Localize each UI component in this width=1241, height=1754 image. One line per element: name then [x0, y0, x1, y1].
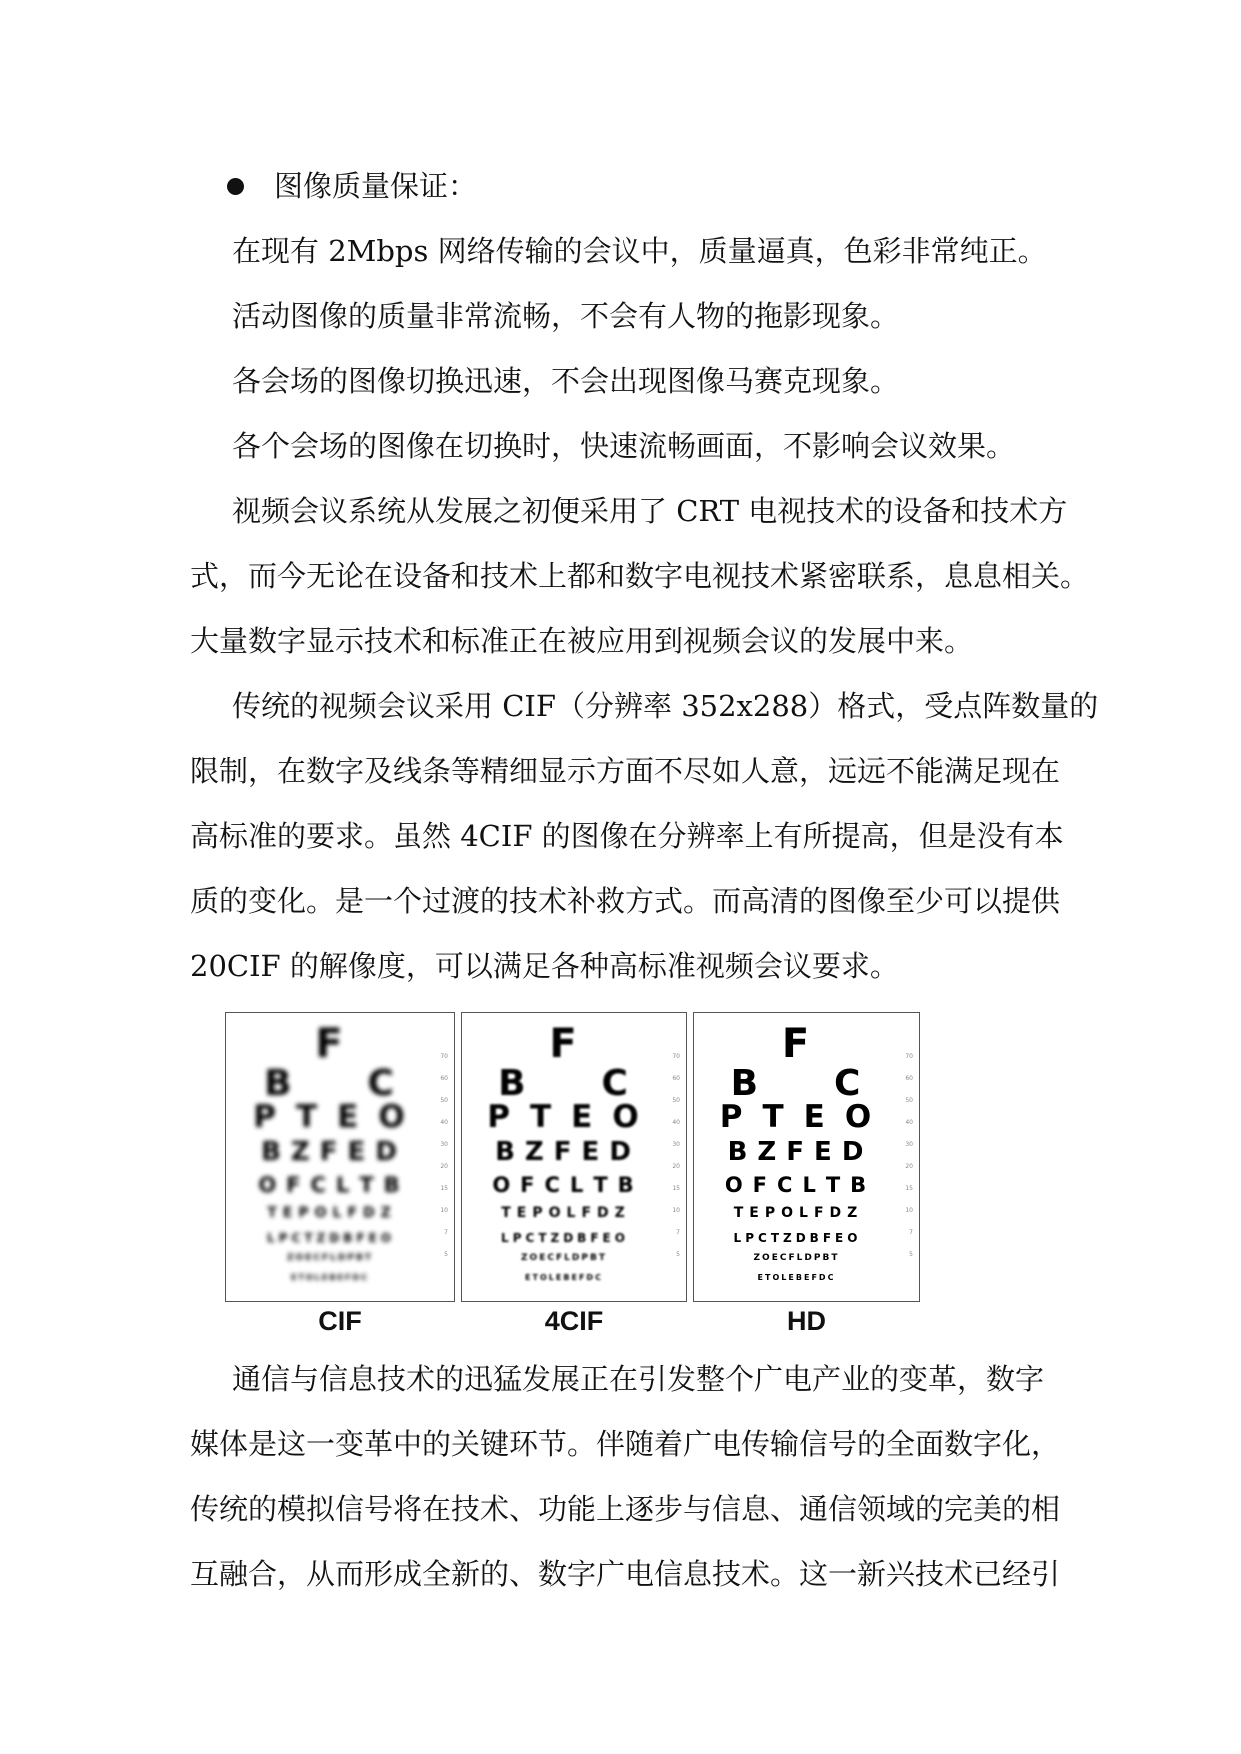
acuity-scale-label: 20 — [440, 1163, 448, 1170]
chart-row — [694, 1205, 919, 1221]
chart-letter: C — [544, 1173, 560, 1197]
chart-letter: P — [487, 1099, 511, 1135]
chart-letter: E — [757, 1273, 764, 1282]
acuity-scale-label: 7 — [676, 1229, 680, 1236]
chart-letter: Z — [380, 1205, 391, 1221]
chart-letter: D — [829, 1205, 842, 1221]
eye-chart-4cif — [461, 1012, 687, 1302]
acuity-scale-label: 5 — [444, 1251, 448, 1258]
text-line: 互融合，从而形成全新的、数字广电信息技术。这一新兴技术已经引 — [190, 1557, 1061, 1591]
chart-letter: E — [291, 1273, 297, 1282]
chart-letter: E — [771, 1253, 778, 1263]
chart-letter: C — [361, 1273, 367, 1282]
chart-row — [226, 1173, 454, 1197]
chart-letter: Z — [753, 1253, 761, 1263]
chart-row — [462, 1205, 686, 1221]
text-line: 质的变化。是一个过渡的技术补救方式。而高清的图像至少可以提供 — [190, 884, 1061, 918]
chart-letter: C — [827, 1273, 834, 1282]
acuity-scale-label: 50 — [905, 1097, 913, 1104]
chart-letter: E — [321, 1273, 328, 1282]
chart-row — [462, 1099, 686, 1135]
chart-letter: C — [547, 1253, 554, 1263]
chart-letter: E — [581, 1137, 600, 1167]
chart-letter: T — [267, 1205, 277, 1221]
chart-row — [226, 1137, 454, 1167]
chart-letter: B — [850, 1173, 867, 1197]
chart-letter: T — [831, 1253, 838, 1263]
text-line: 各个会场的图像在切换时，快速流畅画面，不影响会议效果。 — [232, 429, 1016, 463]
chart-letter: O — [612, 1099, 639, 1135]
chart-letter: F — [315, 1021, 343, 1067]
chart-letter: F — [578, 1273, 585, 1282]
text-line: 式，而今无论在设备和技术上都和数字电视技术紧密联系，息息相关。 — [190, 559, 1090, 593]
chart-letter: E — [305, 1253, 312, 1263]
chart-letter: O — [314, 1205, 327, 1221]
chart-letter: B — [355, 1253, 363, 1263]
chart-letter: F — [555, 1253, 563, 1263]
chart-letter: B — [795, 1273, 802, 1282]
chart-letter: T — [770, 1231, 779, 1245]
chart-letter: E — [525, 1273, 531, 1282]
chart-letter: B — [730, 1063, 759, 1104]
chart-row — [462, 1173, 686, 1197]
chart-letter: F — [356, 1231, 365, 1245]
chart-letter: T — [501, 1205, 511, 1221]
acuity-scale-label: 30 — [672, 1141, 680, 1148]
chart-letter: D — [795, 1231, 806, 1245]
chart-letter: Z — [524, 1137, 544, 1167]
chart-letter: B — [343, 1231, 353, 1245]
chart-letter: E — [555, 1273, 562, 1282]
chart-letter: E — [368, 1231, 377, 1245]
chart-row — [462, 1021, 686, 1067]
eye-chart-hd — [693, 1012, 920, 1302]
chart-letter: D — [375, 1137, 397, 1167]
chart-letter: C — [310, 1173, 326, 1197]
chart-letter: T — [364, 1253, 371, 1263]
chart-letter: E — [347, 1137, 366, 1167]
chart-letter: Z — [847, 1205, 858, 1221]
bullet-heading: 图像质量保证： — [274, 169, 478, 203]
chart-row — [462, 1231, 686, 1245]
chart-letter: F — [286, 1173, 301, 1197]
chart-letter: E — [571, 1099, 593, 1135]
caption-cif: CIF — [318, 1306, 362, 1336]
chart-row — [226, 1231, 454, 1245]
chart-letter: D — [337, 1253, 346, 1263]
chart-letter: Z — [316, 1231, 326, 1245]
acuity-scale-label: 70 — [440, 1053, 448, 1060]
text-line: 20CIF 的解像度，可以满足各种高标准视频会议要求。 — [190, 949, 899, 983]
acuity-scale-label: 5 — [676, 1251, 680, 1258]
chart-letter: P — [532, 1205, 543, 1221]
acuity-scale-label: 50 — [440, 1097, 448, 1104]
chart-row — [462, 1063, 686, 1104]
chart-letter: F — [811, 1273, 817, 1282]
chart-letter: O — [380, 1231, 391, 1245]
bullet-dot-icon — [227, 178, 244, 195]
chart-letter: Z — [550, 1231, 560, 1245]
chart-letter: L — [501, 1231, 509, 1245]
chart-letter: P — [253, 1099, 277, 1135]
chart-letter: T — [530, 1099, 552, 1135]
chart-letter: B — [383, 1173, 400, 1197]
chart-letter: L — [332, 1205, 342, 1221]
chart-letter: B — [822, 1253, 830, 1263]
chart-letter: P — [719, 1099, 743, 1135]
chart-letter: Z — [757, 1137, 777, 1167]
chart-row — [694, 1173, 919, 1197]
chart-letter: E — [788, 1273, 794, 1282]
chart-letter: L — [335, 1173, 350, 1197]
text-line: 传统的视频会议采用 CIF（分辨率 352x288）格式，受点阵数量的 — [232, 689, 1099, 723]
acuity-scale-label: 30 — [905, 1141, 913, 1148]
acuity-scale-label: 7 — [909, 1229, 913, 1236]
acuity-scale-label: 30 — [440, 1141, 448, 1148]
chart-letter: E — [337, 1099, 359, 1135]
chart-row — [462, 1273, 686, 1282]
chart-letter: T — [538, 1231, 547, 1245]
acuity-scale-label: 20 — [905, 1163, 913, 1170]
chart-letter: D — [571, 1253, 580, 1263]
chart-letter: L — [799, 1205, 808, 1221]
chart-letter: O — [529, 1253, 538, 1263]
chart-letter: C — [834, 1063, 861, 1104]
chart-letter: O — [539, 1273, 547, 1282]
chart-letter: E — [602, 1231, 611, 1245]
chart-letter: Z — [614, 1205, 625, 1221]
chart-letter: B — [563, 1273, 570, 1282]
chart-letter: F — [321, 1253, 329, 1263]
chart-row — [694, 1137, 919, 1167]
chart-letter: P — [764, 1205, 776, 1221]
chart-letter: F — [344, 1273, 351, 1282]
chart-letter: O — [772, 1273, 780, 1282]
chart-letter: P — [813, 1253, 821, 1263]
chart-letter: O — [305, 1273, 313, 1282]
chart-letter: T — [359, 1173, 374, 1197]
chart-letter: E — [282, 1205, 293, 1221]
chart-letter: E — [803, 1273, 810, 1282]
acuity-scale-label: 70 — [905, 1053, 913, 1060]
chart-letter: B — [589, 1253, 597, 1263]
chart-letter: O — [844, 1099, 872, 1135]
chart-letter: B — [498, 1063, 526, 1104]
chart-row — [694, 1099, 919, 1135]
chart-letter: F — [319, 1137, 338, 1167]
chart-letter: Z — [783, 1231, 792, 1245]
chart-letter: D — [363, 1205, 375, 1221]
chart-letter: T — [733, 1205, 744, 1221]
text-line: 传统的模拟信号将在技术、功能上逐步与信息、通信领域的完美的相 — [190, 1492, 1061, 1526]
chart-row — [694, 1063, 919, 1104]
acuity-scale — [666, 1053, 680, 1293]
chart-row — [694, 1273, 919, 1282]
chart-letter: O — [724, 1173, 743, 1197]
chart-letter: B — [261, 1137, 281, 1167]
chart-letter: T — [598, 1253, 605, 1263]
chart-letter: O — [614, 1231, 625, 1245]
chart-letter: T — [304, 1231, 313, 1245]
chart-letter: E — [803, 1099, 825, 1135]
chart-letter: P — [278, 1231, 288, 1245]
acuity-scale — [899, 1053, 913, 1293]
chart-letter: F — [553, 1137, 572, 1167]
acuity-scale-label: 15 — [440, 1185, 448, 1192]
chart-letter: L — [566, 1205, 576, 1221]
chart-letter: D — [609, 1137, 631, 1167]
chart-letter: T — [762, 1099, 784, 1135]
chart-letter: L — [314, 1273, 320, 1282]
chart-letter: C — [595, 1273, 601, 1282]
chart-letter: D — [586, 1273, 594, 1282]
chart-letter: O — [492, 1173, 511, 1197]
chart-letter: T — [765, 1273, 771, 1282]
chart-letter: P — [298, 1205, 309, 1221]
chart-letter: P — [745, 1231, 754, 1245]
chart-row — [226, 1205, 454, 1221]
chart-letter: C — [367, 1063, 394, 1104]
chart-letter: O — [762, 1253, 770, 1263]
chart-row — [462, 1137, 686, 1167]
chart-letter: Z — [521, 1253, 528, 1263]
chart-letter: F — [752, 1173, 768, 1197]
chart-letter: B — [617, 1173, 634, 1197]
chart-letter: B — [577, 1231, 587, 1245]
chart-row — [226, 1273, 454, 1282]
chart-letter: L — [781, 1273, 787, 1282]
chart-letter: F — [822, 1231, 832, 1245]
acuity-scale-label: 70 — [672, 1053, 680, 1060]
chart-letter: B — [329, 1273, 336, 1282]
text-line: 各会场的图像切换迅速，不会出现图像马赛克现象。 — [232, 364, 900, 398]
chart-letter: O — [847, 1231, 858, 1245]
chart-letter: C — [313, 1253, 320, 1263]
acuity-scale-label: 5 — [909, 1251, 913, 1258]
chart-letter: B — [809, 1231, 819, 1245]
text-line: 限制，在数字及线条等精细显示方面不尽如人意，远远不能满足现在 — [190, 754, 1061, 788]
chart-letter: O — [295, 1253, 304, 1263]
chart-letter: F — [581, 1205, 592, 1221]
chart-row — [694, 1253, 919, 1263]
acuity-scale-label: 60 — [672, 1075, 680, 1082]
chart-letter: E — [571, 1273, 577, 1282]
chart-letter: L — [796, 1253, 803, 1263]
chart-letter: E — [814, 1137, 832, 1167]
chart-letter: C — [601, 1063, 628, 1104]
acuity-scale-label: 10 — [440, 1207, 448, 1214]
acuity-scale-label: 10 — [672, 1207, 680, 1214]
chart-letter: L — [802, 1173, 816, 1197]
chart-letter: F — [788, 1253, 795, 1263]
chart-letter: C — [291, 1231, 301, 1245]
chart-letter: B — [727, 1137, 748, 1167]
chart-letter: D — [352, 1273, 360, 1282]
chart-letter: C — [525, 1231, 535, 1245]
chart-row — [694, 1021, 919, 1067]
chart-letter: D — [597, 1205, 609, 1221]
text-line: 大量数字显示技术和标准正在被应用到视频会议的发展中来。 — [190, 624, 974, 658]
chart-letter: E — [539, 1253, 546, 1263]
chart-letter: E — [337, 1273, 343, 1282]
text-line: 活动图像的质量非常流畅，不会有人物的拖影现象。 — [232, 299, 900, 333]
acuity-scale-label: 40 — [905, 1119, 913, 1126]
text-line: 视频会议系统从发展之初便采用了 CRT 电视技术的设备和技术方 — [232, 494, 1068, 528]
chart-letter: T — [532, 1273, 538, 1282]
chart-letter: O — [548, 1205, 561, 1221]
acuity-scale-label: 20 — [672, 1163, 680, 1170]
chart-letter: O — [378, 1099, 405, 1135]
chart-letter: P — [581, 1253, 588, 1263]
chart-letter: L — [267, 1231, 275, 1245]
chart-letter: F — [781, 1021, 810, 1067]
chart-letter: F — [590, 1231, 599, 1245]
chart-row — [226, 1253, 454, 1263]
chart-letter: L — [330, 1253, 336, 1263]
chart-letter: D — [841, 1137, 864, 1167]
chart-letter: T — [593, 1173, 608, 1197]
chart-letter: O — [781, 1205, 794, 1221]
chart-letter: C — [779, 1253, 787, 1263]
chart-row — [226, 1063, 454, 1104]
acuity-scale — [434, 1053, 448, 1293]
acuity-scale-label: 60 — [905, 1075, 913, 1082]
chart-letter: L — [564, 1253, 570, 1263]
chart-letter: F — [786, 1137, 805, 1167]
chart-row — [694, 1231, 919, 1245]
acuity-scale-label: 40 — [440, 1119, 448, 1126]
chart-letter: T — [296, 1099, 318, 1135]
acuity-scale-label: 50 — [672, 1097, 680, 1104]
chart-letter: B — [495, 1137, 515, 1167]
chart-letter: D — [563, 1231, 574, 1245]
chart-letter: F — [813, 1205, 824, 1221]
chart-letter: Z — [287, 1253, 294, 1263]
chart-letter: L — [733, 1231, 742, 1245]
chart-letter: O — [258, 1173, 277, 1197]
chart-letter: P — [347, 1253, 354, 1263]
chart-letter: F — [347, 1205, 358, 1221]
chart-letter: D — [804, 1253, 812, 1263]
acuity-scale-label: 7 — [444, 1229, 448, 1236]
acuity-scale-label: 60 — [440, 1075, 448, 1082]
chart-row — [462, 1253, 686, 1263]
acuity-scale-label: 15 — [905, 1185, 913, 1192]
chart-letter: Z — [290, 1137, 310, 1167]
chart-letter: C — [777, 1173, 793, 1197]
text-line: 媒体是这一变革中的关键环节。伴随着广电传输信号的全面数字化， — [190, 1427, 1061, 1461]
acuity-scale-label: 40 — [672, 1119, 680, 1126]
caption-4cif: 4CIF — [544, 1306, 604, 1336]
chart-letter: D — [818, 1273, 826, 1282]
chart-letter: T — [825, 1173, 841, 1197]
chart-letter: E — [749, 1205, 759, 1221]
acuity-scale-label: 10 — [905, 1207, 913, 1214]
chart-row — [226, 1099, 454, 1135]
chart-letter: C — [758, 1231, 767, 1245]
chart-letter: D — [329, 1231, 340, 1245]
chart-letter: F — [549, 1021, 577, 1067]
chart-letter: L — [569, 1173, 584, 1197]
chart-letter: L — [548, 1273, 554, 1282]
chart-letter: F — [520, 1173, 535, 1197]
chart-letter: E — [516, 1205, 527, 1221]
eye-chart-cif — [225, 1012, 455, 1302]
text-line: 在现有 2Mbps 网络传输的会议中，质量逼真，色彩非常纯正。 — [232, 234, 1047, 268]
caption-hd: HD — [787, 1306, 826, 1336]
chart-letter: T — [298, 1273, 304, 1282]
chart-letter: P — [512, 1231, 522, 1245]
acuity-scale-label: 15 — [672, 1185, 680, 1192]
text-line: 通信与信息技术的迅猛发展正在引发整个广电产业的变革，数字 — [232, 1362, 1045, 1396]
text-line: 高标准的要求。虽然 4CIF 的图像在分辨率上有所提高，但是没有本 — [190, 819, 1064, 853]
chart-row — [226, 1021, 454, 1067]
chart-letter: B — [264, 1063, 292, 1104]
chart-letter: E — [835, 1231, 844, 1245]
